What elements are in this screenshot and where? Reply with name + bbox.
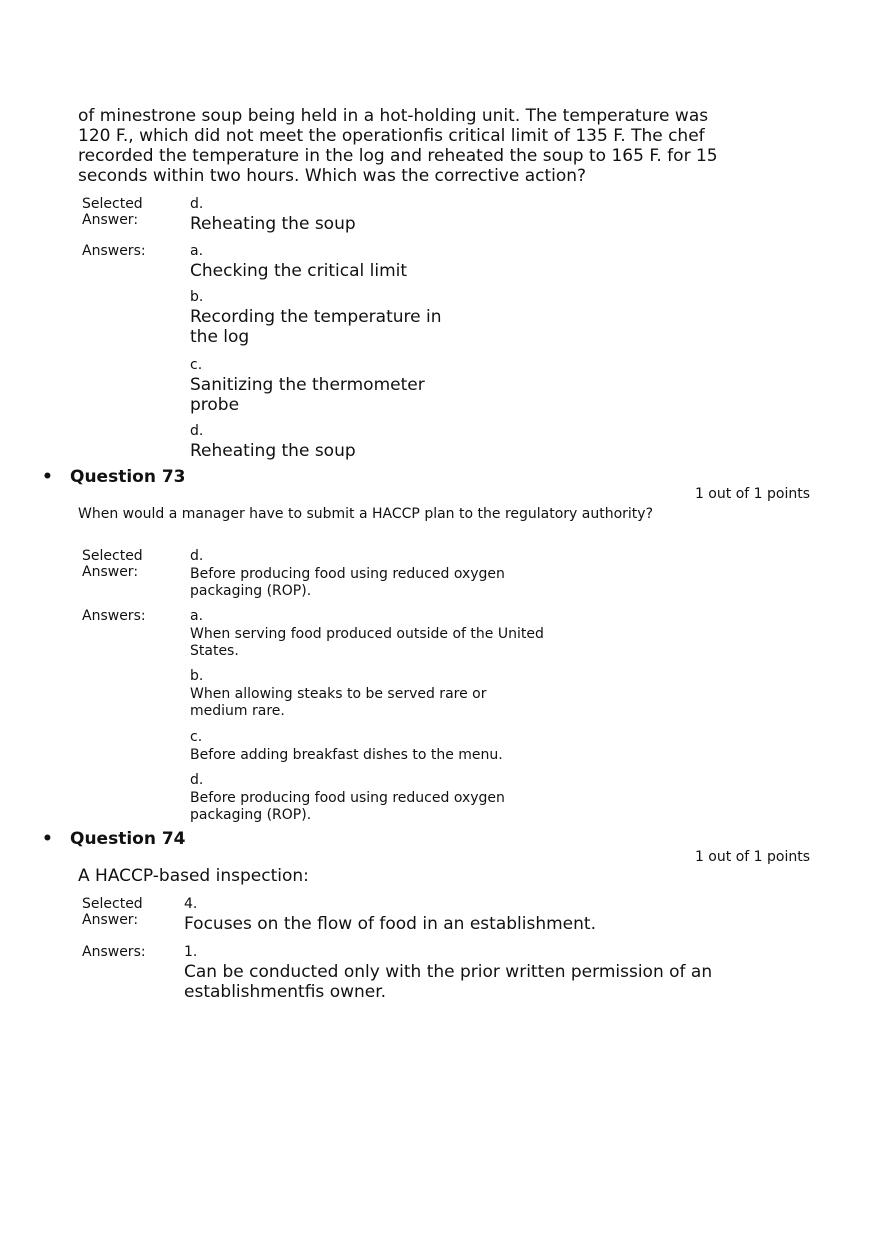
answer-option-a xyxy=(190,243,450,281)
question-73-stem: When would a manager have to submit a HACCP plan to the regulatory authority? xyxy=(78,506,654,522)
answer-option-a xyxy=(190,608,570,660)
option-text: When serving food produced outside of the United States. xyxy=(190,626,544,659)
option-letter: d. xyxy=(190,196,204,212)
option-text: Sanitizing the thermometer probe xyxy=(190,375,425,415)
question-72-stem: of minestrone soup being held in a hot-holding unit. The temperature was 120 F., which did not meet the operationfis critical limit of 135 F. The chef recorded the temperature in the log and reheated the soup to 165 F. for 15 seconds within two hours. Which was the corrective action? xyxy=(78,106,718,186)
question-73-header xyxy=(42,467,442,487)
answer-option-d xyxy=(190,423,450,461)
answer-option-d xyxy=(190,772,550,824)
answer-option-c xyxy=(190,357,450,415)
option-letter: d. xyxy=(190,423,204,439)
option-text: Reheating the soup xyxy=(190,441,356,461)
selected-answer xyxy=(190,548,550,600)
question-points: 1 out of 1 points xyxy=(694,849,810,865)
option-text: When allowing steaks to be served rare or medium rare. xyxy=(190,686,487,719)
selected-answer xyxy=(184,896,784,934)
answer-option-b xyxy=(190,668,520,720)
bullet-icon: • xyxy=(42,829,53,849)
question-points: 1 out of 1 points xyxy=(694,486,810,502)
option-text: Recording the temperature in the log xyxy=(190,307,442,347)
option-text: Reheating the soup xyxy=(190,214,356,234)
question-title: Question 73 xyxy=(70,467,186,487)
option-text: Before adding breakfast dishes to the menu. xyxy=(190,747,503,763)
selected-answer xyxy=(190,196,450,234)
option-letter: 4. xyxy=(184,896,198,912)
answers-label: Answers: xyxy=(82,243,146,259)
selected-answer-label: Selected Answer: xyxy=(82,196,143,228)
option-letter: d. xyxy=(190,772,204,788)
answer-option-c xyxy=(190,729,550,764)
selected-answer-label: Selected Answer: xyxy=(82,896,143,928)
question-74-stem: A HACCP-based inspection: xyxy=(78,866,309,886)
option-letter: c. xyxy=(190,729,203,745)
option-text: Can be conducted only with the prior written permission of an establishmentfis owner. xyxy=(184,962,713,1002)
answer-option-b xyxy=(190,289,450,347)
answers-label: Answers: xyxy=(82,608,146,624)
selected-answer-label: Selected Answer: xyxy=(82,548,143,580)
option-letter: c. xyxy=(190,357,203,373)
option-text: Before producing food using reduced oxygen packaging (ROP). xyxy=(190,566,505,599)
question-74-header xyxy=(42,829,442,849)
answer-option-1 xyxy=(184,944,744,1002)
option-letter: b. xyxy=(190,289,204,305)
answers-label: Answers: xyxy=(82,944,146,960)
option-letter: b. xyxy=(190,668,204,684)
option-letter: a. xyxy=(190,243,204,259)
option-letter: d. xyxy=(190,548,204,564)
option-text: Checking the critical limit xyxy=(190,261,408,281)
option-text: Focuses on the flow of food in an establishment. xyxy=(184,914,596,934)
option-text: Before producing food using reduced oxygen packaging (ROP). xyxy=(190,790,505,823)
option-letter: 1. xyxy=(184,944,198,960)
bullet-icon: • xyxy=(42,467,53,487)
option-letter: a. xyxy=(190,608,204,624)
question-title: Question 74 xyxy=(70,829,186,849)
